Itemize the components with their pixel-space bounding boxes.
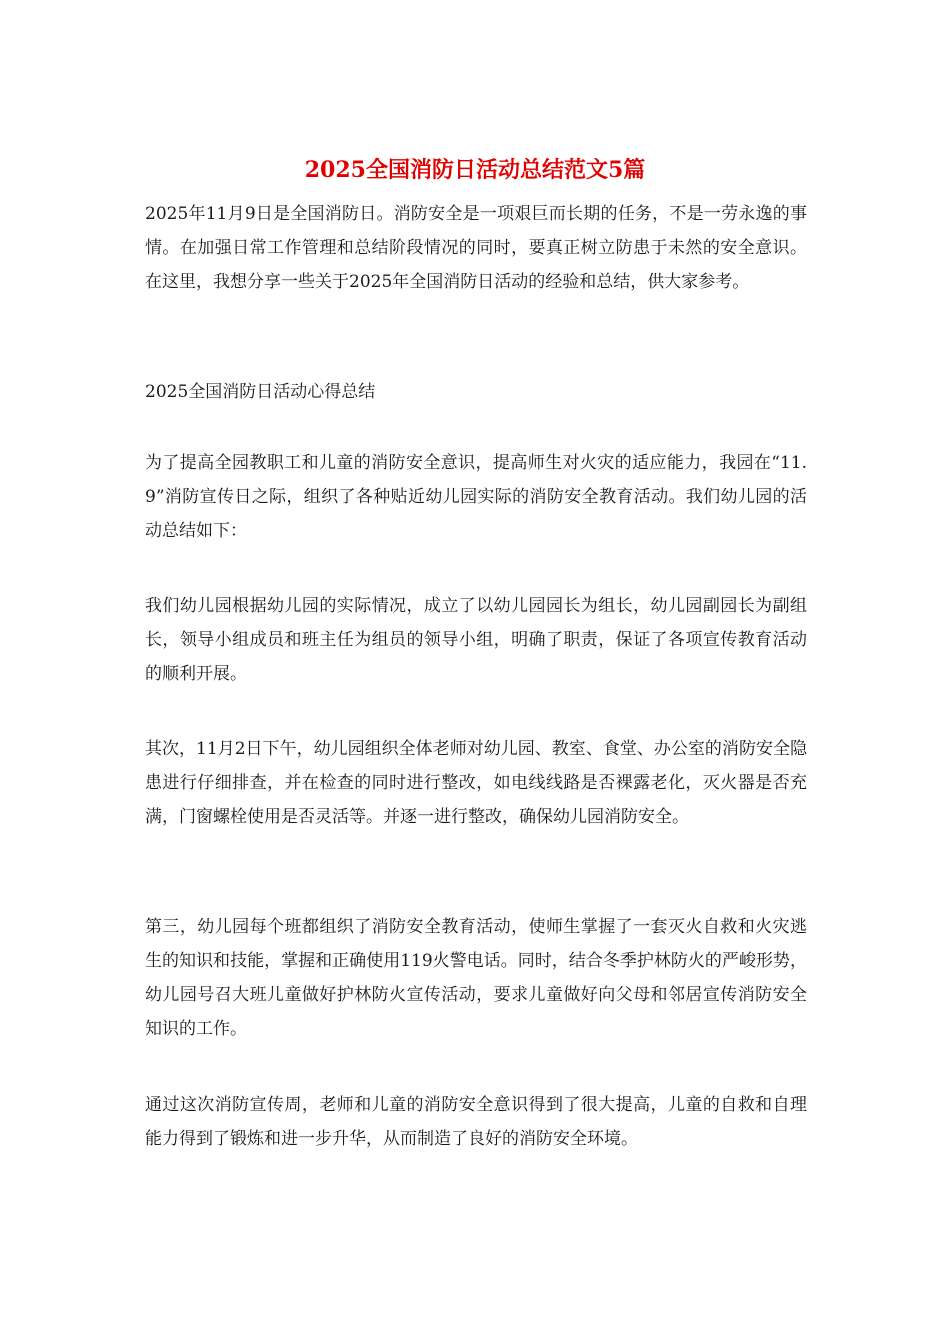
- body-paragraph: 通过这次消防宣传周，老师和儿童的消防安全意识得到了很大提高，儿童的自救和自理能力得到了锻炼和进一步升华，从而制造了良好的消防安全环境。: [145, 1095, 807, 1149]
- intro-paragraph: 2025年11月9日是全国消防日。消防安全是一项艰巨而长期的任务，不是一劳永逸的事情。在加强日常工作管理和总结阶段情况的同时，要真正树立防患于未然的安全意识。在这里，我想分享一些关于2025年全国消防日活动的经验和总结，供大家参考。: [145, 204, 807, 292]
- body-paragraph: 为了提高全园教职工和儿童的消防安全意识，提高师生对火灾的适应能力，我园在“11.9”消防宣传日之际，组织了各种贴近幼儿园实际的消防安全教育活动。我们幼儿园的活动总结如下：: [145, 453, 807, 541]
- section-heading: 2025全国消防日活动心得总结: [145, 382, 376, 402]
- document-title: 2025全国消防日活动总结范文5篇: [304, 157, 646, 183]
- body-paragraph: 其次，11月2日下午，幼儿园组织全体老师对幼儿园、教室、食堂、办公室的消防安全隐患进行仔细排查，并在检查的同时进行整改，如电线线路是否裸露老化，灭火器是否充满，门窗螺栓使用是否灵活等。并逐一进行整改，确保幼儿园消防安全。: [145, 739, 807, 827]
- body-paragraph: 我们幼儿园根据幼儿园的实际情况，成立了以幼儿园园长为组长，幼儿园副园长为副组长，领导小组成员和班主任为组员的领导小组，明确了职责，保证了各项宣传教育活动的顺利开展。: [145, 596, 807, 684]
- body-paragraph: 第三，幼儿园每个班都组织了消防安全教育活动，使师生掌握了一套灭火自救和火灾逃生的知识和技能，掌握和正确使用119火警电话。同时，结合冬季护林防火的严峻形势，幼儿园号召大班儿童做好护林防火宣传活动，要求儿童做好向父母和邻居宣传消防安全知识的工作。: [145, 917, 807, 1039]
